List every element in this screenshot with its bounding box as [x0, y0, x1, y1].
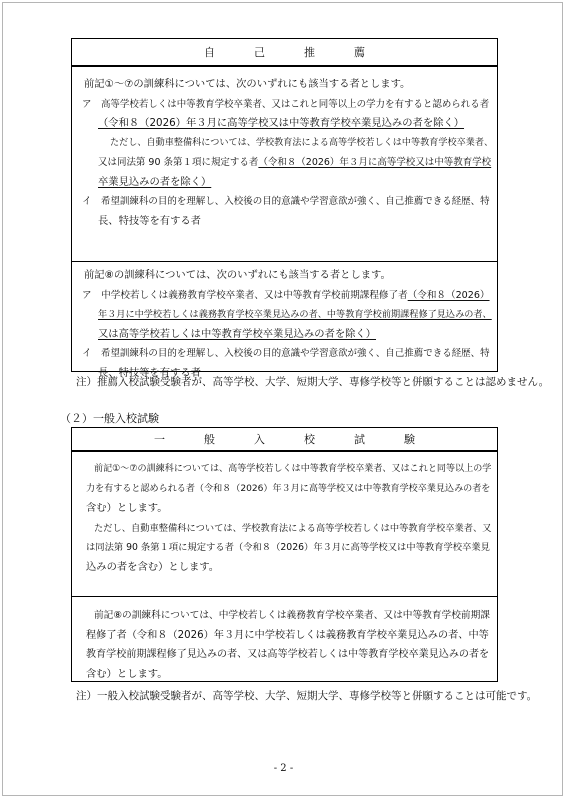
general-exam-title: 一 般 入 校 試 験 — [72, 428, 497, 451]
paragraph: イ 希望訓練科の目的を理解し、入校後の目的意識や学習意欲が強く、自己推薦できる経歴、特 — [82, 196, 490, 207]
underlined-text: 又は高等学校若しくは中等教育学校卒業見込みの者を除く） — [98, 327, 377, 340]
page-number: - 2 - — [273, 763, 294, 774]
paragraph: 含む）とします。 — [86, 502, 168, 514]
general-exam-section-2 — [72, 596, 497, 684]
paragraph: 力を有すると認められる者（令和８（2026）年３月に高等学校又は中等教育学校卒業見込みの者を — [86, 483, 491, 494]
paragraph: 前記①～⑦の訓練科については、高等学校若しくは中等教育学校卒業者、又はこれと同等以上の学 — [94, 464, 492, 474]
paragraph: 教育学校前期課程修了見込みの者、又は高等学校若しくは中等教育学校卒業見込みの者を — [86, 649, 490, 660]
paragraph: 長、特技等を有する者 — [98, 214, 201, 227]
paragraph: 前記⑧の訓練科については、中学校若しくは義務教育学校卒業者、又は中等教育学校前期課 — [94, 610, 490, 621]
paragraph: 込みの者を含む）とします。 — [86, 560, 220, 573]
section-heading-general-exam: （２）一般入校試験 — [60, 412, 159, 425]
paragraph: ただし、自動車整備科については、学校教育法による高等学校若しくは中等教育学校卒業者、 — [110, 137, 494, 148]
paragraph: ア 高等学校若しくは中等教育学校卒業者、又はこれと同等以上の学力を有すると認められる者 — [82, 98, 490, 110]
paragraph: イ 希望訓練科の目的を理解し、入校後の目的意識や学習意欲が強く、自己推薦できる経歴、特 — [82, 348, 490, 359]
general-exam-section-1 — [72, 451, 497, 596]
general-exam-box — [71, 427, 498, 682]
paragraph: 又は同法第 90 条第１項に規定する者 — [98, 157, 259, 168]
self-recommendation-section-2 — [72, 261, 497, 383]
paragraph: 前記①～⑦の訓練科については、次のいずれにも該当する者とします。 — [84, 78, 411, 90]
paragraph: 前記⑧の訓練科については、次のいずれにも該当する者とします。 — [84, 269, 391, 281]
self-recommendation-section-1 — [72, 66, 497, 261]
underlined-text: 卒業見込みの者を除く） — [98, 175, 212, 188]
self-recommendation-box — [71, 38, 498, 379]
underlined-text: （令和８（2026）年３月に高等学校又は中等教育学校卒業見込みの者を除く） — [98, 117, 465, 129]
note-recommendation: 注）推薦入校試験受験者が、高等学校、大学、短期大学、専修学校等と併願することは認めません。 — [76, 376, 550, 388]
paragraph: 程修了者（令和８（2026）年３月に中学校若しくは義務教育学校卒業見込みの者、中等 — [86, 629, 489, 641]
paragraph: 長、特技等を有する者 — [98, 366, 201, 379]
paragraph: ア 中学校若しくは義務教育学校卒業者、又は中等教育学校前期課程修了者 — [82, 289, 408, 301]
note-general: 注）一般入校試験受験者が、高等学校、大学、短期大学、専修学校等と併願することは可能です。 — [76, 690, 538, 702]
self-recommendation-title: 自 己 推 薦 — [72, 39, 497, 66]
paragraph: ただし、自動車整備科については、学校教育法による高等学校若しくは中等教育学校卒業者、又 — [94, 522, 492, 534]
paragraph: は同法第 90 条第１項に規定する者（令和８（2026）年３月に高等学校又は中等教育学校卒業見 — [86, 542, 490, 553]
paragraph: 含む）とします。 — [86, 667, 168, 680]
underlined-text: （令和８（2026）年３月に高等学校又は中等教育学校 — [258, 157, 492, 168]
underlined-text: （令和８（2026） — [407, 289, 490, 301]
underlined-text: 年３月に中学校若しくは義務教育学校卒業見込みの者、中等教育学校前期課程修了見込みの者、 — [98, 309, 492, 320]
